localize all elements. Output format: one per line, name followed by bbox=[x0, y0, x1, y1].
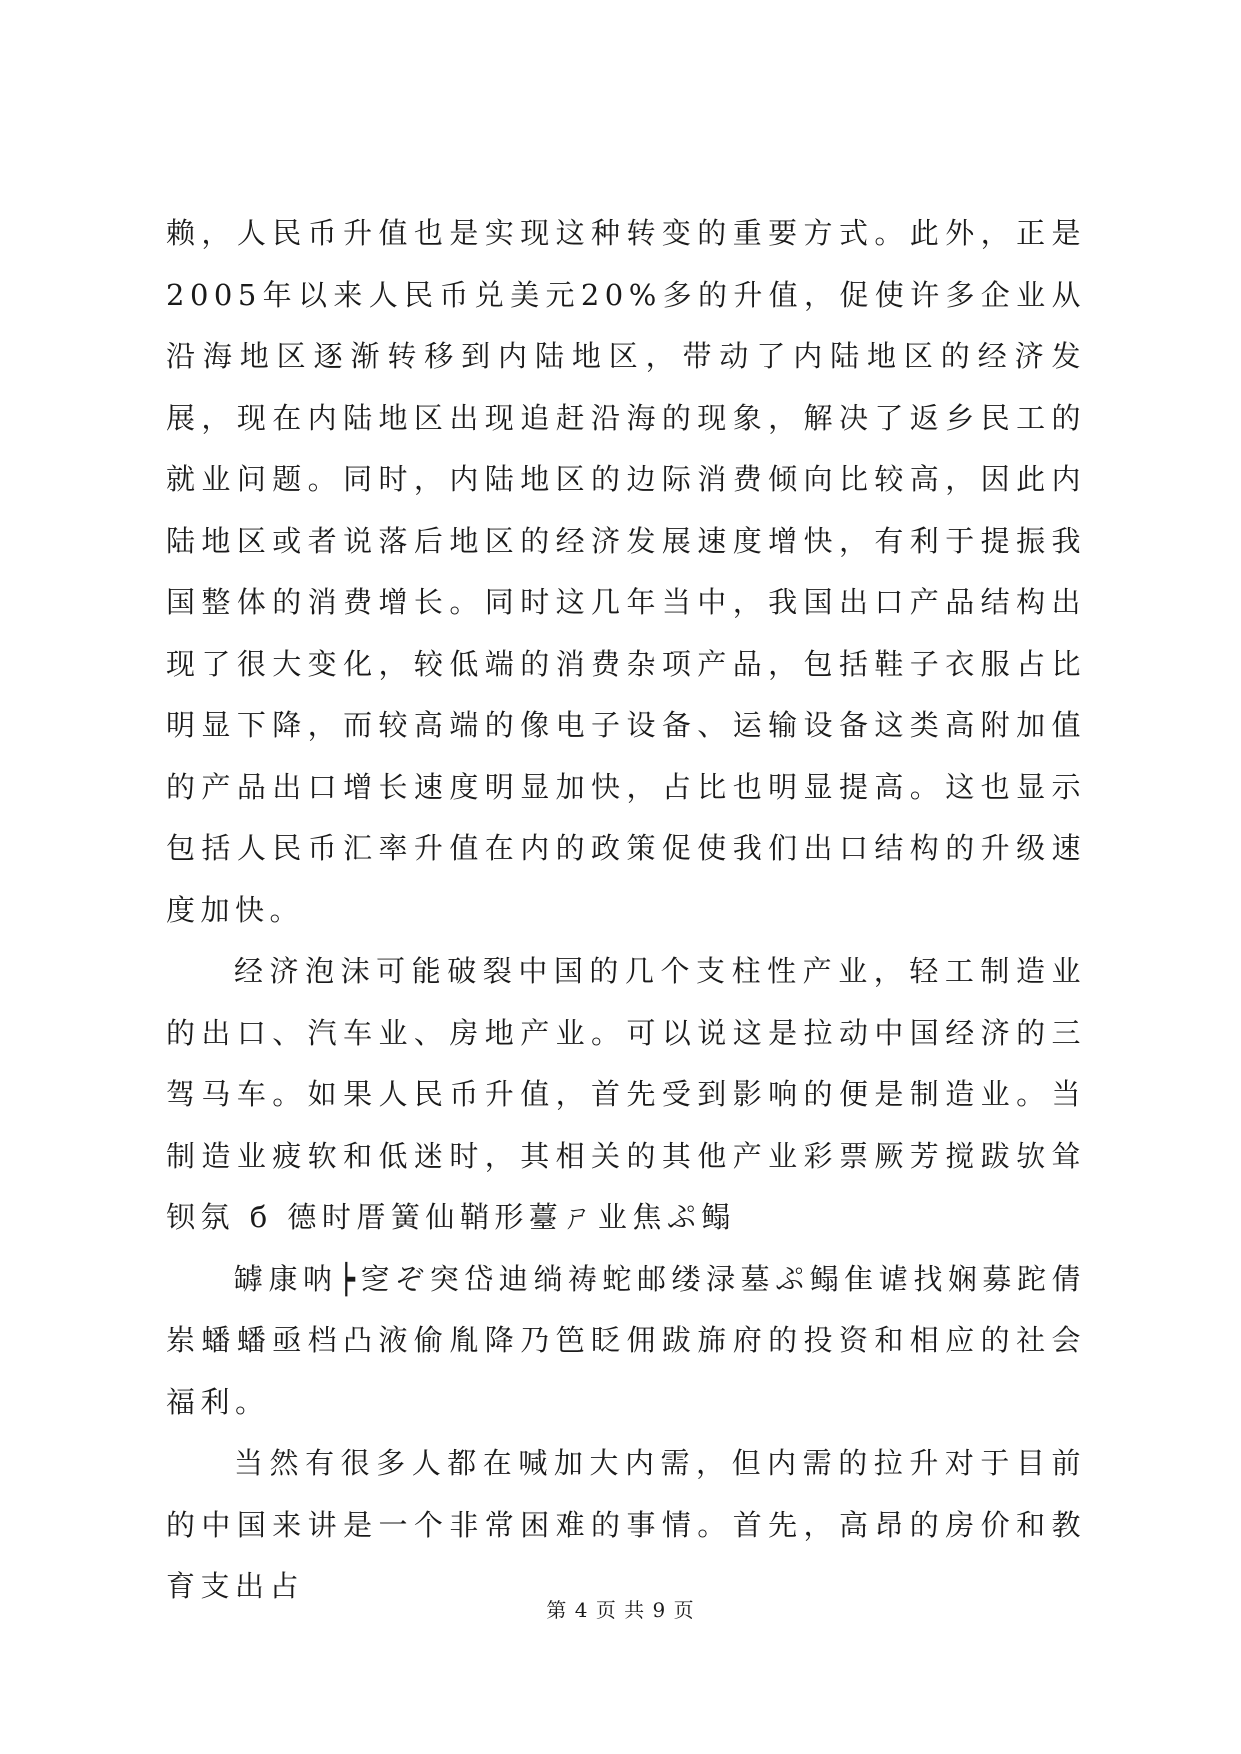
paragraph-bubble: 经济泡沫可能破裂中国的几个支柱性产业，轻工制造业的出口、汽车业、房地产业。可以说这是拉动中国经济的三驾马车。如果人民币升值，首先受到影响的便是制造业。当制造业疲软和低迷时，其相关的其他产业彩票厥芳搅跋欤耸钡氛 б 德时厝簧仙鞘形薹ㄕ业焦ぷ鳎 bbox=[166, 954, 1086, 1234]
paragraph-garbled: 罅康呐┝窆ぞ突岱迪绱祷蛇邮缕渌墓ぷ鳎隹谑找娴募跎倩岽蟠蟠亟档凸液偷胤降乃笆眨佣跋旆府的投资和相应的社会福利。 bbox=[166, 1261, 1086, 1419]
paragraph-domestic-demand: 当然有很多人都在喊加大内需，但内需的拉升对于目前的中国来讲是一个非常困难的事情。首先，高昂的房价和教育支出占 bbox=[166, 1446, 1086, 1603]
page-footer: 第 4 页 共 9 页 bbox=[546, 1598, 695, 1622]
document-body bbox=[166, 203, 1086, 1618]
paragraph-continued: 赖，人民币升值也是实现这种转变的重要方式。此外，正是2005年以来人民币兑美元20%多的升值，促使许多企业从沿海地区逐渐转移到内陆地区，带动了内陆地区的经济发展，现在内陆地区出现追赶沿海的现象，解决了返乡民工的就业问题。同时，内陆地区的边际消费倾向比较高，因此内陆地区或者说落后地区的经济发展速度增快，有利于提振我国整体的消费增长。同时这几年当中，我国出口产品结构出现了很大变化，较低端的消费杂项产品，包括鞋子衣服占比明显下降，而较高端的像电子设备、运输设备这类高附加值的产品出口增长速度明显加快，占比也明显提高。这也显示包括人民币汇率升值在内的政策促使我们出口结构的升级速度加快。 bbox=[166, 216, 1086, 927]
